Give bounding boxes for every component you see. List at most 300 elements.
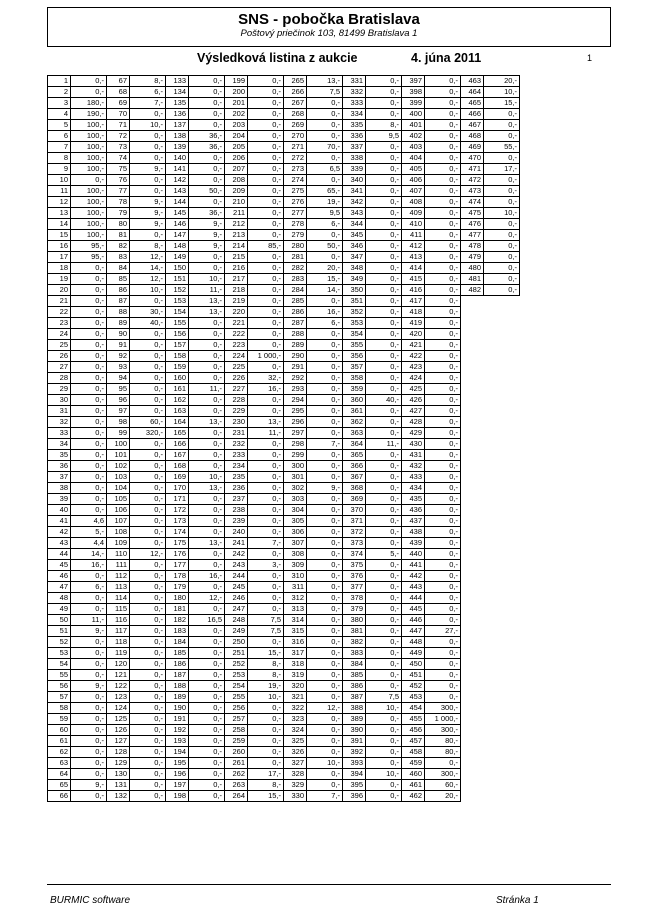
table-row xyxy=(48,791,520,802)
empty-cell xyxy=(461,747,484,758)
lot-result: 0,- xyxy=(425,593,461,604)
lot-number: 410 xyxy=(402,219,425,230)
lot-number: 58 xyxy=(48,703,71,714)
lot-result: 0,- xyxy=(71,384,107,395)
lot-number: 192 xyxy=(166,725,189,736)
lot-number: 271 xyxy=(284,142,307,153)
table-row xyxy=(48,362,520,373)
lot-number: 52 xyxy=(48,637,71,648)
lot-result: 0,- xyxy=(484,252,520,263)
lot-result: 8,- xyxy=(248,670,284,681)
lot-result: 0,- xyxy=(307,351,343,362)
table-row xyxy=(48,626,520,637)
lot-result: 0,- xyxy=(425,681,461,692)
lot-result: 0,- xyxy=(307,120,343,131)
lot-result: 0,- xyxy=(425,219,461,230)
lot-result: 0,- xyxy=(307,582,343,593)
lot-result: 0,- xyxy=(248,274,284,285)
table-row xyxy=(48,219,520,230)
lot-number: 50 xyxy=(48,615,71,626)
empty-cell xyxy=(484,593,520,604)
lot-number: 112 xyxy=(107,571,130,582)
lot-number: 98 xyxy=(107,417,130,428)
table-row xyxy=(48,747,520,758)
lot-number: 389 xyxy=(343,714,366,725)
lot-result: 0,- xyxy=(366,142,402,153)
empty-cell xyxy=(484,527,520,538)
lot-result: 0,- xyxy=(189,648,225,659)
lot-number: 246 xyxy=(225,593,248,604)
table-row xyxy=(48,483,520,494)
empty-cell xyxy=(461,791,484,802)
lot-result: 0,- xyxy=(366,219,402,230)
lot-number: 232 xyxy=(225,439,248,450)
lot-result: 0,- xyxy=(484,120,520,131)
lot-number: 244 xyxy=(225,571,248,582)
table-row xyxy=(48,307,520,318)
lot-number: 74 xyxy=(107,153,130,164)
lot-number: 24 xyxy=(48,329,71,340)
lot-number: 299 xyxy=(284,450,307,461)
table-row xyxy=(48,538,520,549)
table-row xyxy=(48,604,520,615)
empty-cell xyxy=(484,417,520,428)
empty-cell xyxy=(484,582,520,593)
lot-number: 312 xyxy=(284,593,307,604)
lot-number: 226 xyxy=(225,373,248,384)
lot-number: 415 xyxy=(402,274,425,285)
lot-result: 27,- xyxy=(425,626,461,637)
lot-result: 0,- xyxy=(307,538,343,549)
table-row xyxy=(48,329,520,340)
lot-number: 122 xyxy=(107,681,130,692)
table-row xyxy=(48,582,520,593)
lot-result: 7,- xyxy=(307,439,343,450)
lot-number: 416 xyxy=(402,285,425,296)
lot-number: 217 xyxy=(225,274,248,285)
lot-number: 108 xyxy=(107,527,130,538)
lot-result: 0,- xyxy=(366,582,402,593)
lot-number: 397 xyxy=(402,76,425,87)
lot-number: 372 xyxy=(343,527,366,538)
lot-result: 0,- xyxy=(366,637,402,648)
lot-number: 3 xyxy=(48,98,71,109)
table-row xyxy=(48,395,520,406)
lot-result: 100,- xyxy=(71,197,107,208)
lot-number: 250 xyxy=(225,637,248,648)
lot-number: 387 xyxy=(343,692,366,703)
lot-number: 400 xyxy=(402,109,425,120)
lot-number: 158 xyxy=(166,351,189,362)
lot-result: 0,- xyxy=(189,340,225,351)
lot-result: 20,- xyxy=(307,263,343,274)
lot-result: 0,- xyxy=(366,285,402,296)
lot-number: 282 xyxy=(284,263,307,274)
lot-result: 13,- xyxy=(189,307,225,318)
empty-cell xyxy=(484,714,520,725)
lot-number: 208 xyxy=(225,175,248,186)
empty-cell xyxy=(461,461,484,472)
lot-result: 0,- xyxy=(425,505,461,516)
lot-number: 220 xyxy=(225,307,248,318)
lot-number: 204 xyxy=(225,131,248,142)
lot-number: 265 xyxy=(284,76,307,87)
lot-number: 94 xyxy=(107,373,130,384)
empty-cell xyxy=(484,439,520,450)
table-row xyxy=(48,142,520,153)
lot-number: 291 xyxy=(284,362,307,373)
lot-number: 212 xyxy=(225,219,248,230)
table-row xyxy=(48,164,520,175)
lot-number: 423 xyxy=(402,362,425,373)
lot-result: 9,- xyxy=(307,483,343,494)
table-row xyxy=(48,285,520,296)
lot-result: 0,- xyxy=(366,340,402,351)
lot-result: 300,- xyxy=(425,769,461,780)
lot-result: 0,- xyxy=(307,692,343,703)
lot-number: 479 xyxy=(461,252,484,263)
empty-cell xyxy=(461,571,484,582)
lot-result: 0,- xyxy=(425,76,461,87)
lot-number: 190 xyxy=(166,703,189,714)
lot-number: 213 xyxy=(225,230,248,241)
lot-number: 48 xyxy=(48,593,71,604)
lot-result: 0,- xyxy=(71,494,107,505)
empty-cell xyxy=(484,505,520,516)
lot-result: 0,- xyxy=(307,769,343,780)
lot-number: 382 xyxy=(343,637,366,648)
lot-number: 401 xyxy=(402,120,425,131)
lot-number: 46 xyxy=(48,571,71,582)
lot-result: 0,- xyxy=(189,406,225,417)
lot-result: 100,- xyxy=(71,120,107,131)
table-row xyxy=(48,120,520,131)
lot-number: 198 xyxy=(166,791,189,802)
lot-result: 12,- xyxy=(130,252,166,263)
lot-result: 0,- xyxy=(366,109,402,120)
lot-number: 438 xyxy=(402,527,425,538)
lot-number: 343 xyxy=(343,208,366,219)
lot-number: 259 xyxy=(225,736,248,747)
empty-cell xyxy=(484,329,520,340)
lot-result: 6,- xyxy=(307,219,343,230)
lot-result: 0,- xyxy=(248,725,284,736)
lot-number: 85 xyxy=(107,274,130,285)
empty-cell xyxy=(461,615,484,626)
lot-number: 272 xyxy=(284,153,307,164)
lot-number: 177 xyxy=(166,560,189,571)
lot-result: 40,- xyxy=(130,318,166,329)
empty-cell xyxy=(484,318,520,329)
lot-number: 157 xyxy=(166,340,189,351)
lot-result: 0,- xyxy=(425,340,461,351)
lot-result: 16,- xyxy=(307,307,343,318)
empty-cell xyxy=(461,527,484,538)
lot-number: 182 xyxy=(166,615,189,626)
lot-result: 11,- xyxy=(248,428,284,439)
lot-result: 8,- xyxy=(130,76,166,87)
lot-result: 0,- xyxy=(130,593,166,604)
lot-number: 111 xyxy=(107,560,130,571)
lot-number: 207 xyxy=(225,164,248,175)
lot-number: 231 xyxy=(225,428,248,439)
lot-result: 0,- xyxy=(366,571,402,582)
table-row xyxy=(48,472,520,483)
lot-number: 106 xyxy=(107,505,130,516)
lot-result: 0,- xyxy=(484,131,520,142)
lot-result: 0,- xyxy=(366,747,402,758)
lot-number: 439 xyxy=(402,538,425,549)
lot-result: 0,- xyxy=(248,494,284,505)
lot-result: 13,- xyxy=(189,538,225,549)
lot-number: 185 xyxy=(166,648,189,659)
lot-number: 451 xyxy=(402,670,425,681)
lot-number: 5 xyxy=(48,120,71,131)
lot-result: 0,- xyxy=(130,670,166,681)
lot-result: 0,- xyxy=(130,230,166,241)
lot-result: 0,- xyxy=(189,197,225,208)
table-row xyxy=(48,725,520,736)
lot-number: 316 xyxy=(284,637,307,648)
empty-cell xyxy=(461,549,484,560)
lot-result: 0,- xyxy=(366,450,402,461)
lot-result: 0,- xyxy=(366,615,402,626)
lot-number: 475 xyxy=(461,208,484,219)
lot-number: 252 xyxy=(225,659,248,670)
lot-number: 402 xyxy=(402,131,425,142)
empty-cell xyxy=(461,417,484,428)
lot-number: 422 xyxy=(402,351,425,362)
lot-result: 15,- xyxy=(307,274,343,285)
empty-cell xyxy=(461,703,484,714)
empty-cell xyxy=(484,296,520,307)
lot-number: 482 xyxy=(461,285,484,296)
lot-result: 0,- xyxy=(366,626,402,637)
lot-number: 431 xyxy=(402,450,425,461)
lot-number: 99 xyxy=(107,428,130,439)
lot-number: 18 xyxy=(48,263,71,274)
lot-result: 0,- xyxy=(366,417,402,428)
lot-result: 17,- xyxy=(484,164,520,175)
lot-result: 4,6 xyxy=(71,516,107,527)
lot-result: 0,- xyxy=(248,76,284,87)
table-row xyxy=(48,505,520,516)
lot-result: 0,- xyxy=(189,318,225,329)
lot-result: 0,- xyxy=(189,637,225,648)
lot-number: 370 xyxy=(343,505,366,516)
lot-result: 1 000,- xyxy=(248,351,284,362)
lot-number: 127 xyxy=(107,736,130,747)
empty-cell xyxy=(484,681,520,692)
lot-result: 19,- xyxy=(248,681,284,692)
lot-result: 0,- xyxy=(189,527,225,538)
empty-cell xyxy=(461,505,484,516)
lot-result: 0,- xyxy=(130,692,166,703)
lot-number: 174 xyxy=(166,527,189,538)
lot-result: 17,- xyxy=(248,769,284,780)
lot-result: 0,- xyxy=(425,98,461,109)
lot-number: 289 xyxy=(284,340,307,351)
empty-cell xyxy=(461,758,484,769)
table-row xyxy=(48,153,520,164)
lot-number: 64 xyxy=(48,769,71,780)
lot-result: 0,- xyxy=(248,703,284,714)
lot-number: 195 xyxy=(166,758,189,769)
lot-number: 63 xyxy=(48,758,71,769)
lot-number: 141 xyxy=(166,164,189,175)
lot-number: 417 xyxy=(402,296,425,307)
lot-result: 0,- xyxy=(307,428,343,439)
lot-result: 0,- xyxy=(130,560,166,571)
lot-result: 9,5 xyxy=(307,208,343,219)
header-address: Poštový priečinok 103, 81499 Bratislava 1 xyxy=(240,28,418,39)
lot-result: 0,- xyxy=(366,76,402,87)
lot-number: 225 xyxy=(225,362,248,373)
lot-result: 0,- xyxy=(307,549,343,560)
lot-number: 233 xyxy=(225,450,248,461)
lot-number: 105 xyxy=(107,494,130,505)
empty-cell xyxy=(461,725,484,736)
lot-result: 0,- xyxy=(189,549,225,560)
lot-result: 0,- xyxy=(248,362,284,373)
lot-result: 10,- xyxy=(484,87,520,98)
lot-result: 0,- xyxy=(425,274,461,285)
empty-cell xyxy=(484,670,520,681)
lot-number: 62 xyxy=(48,747,71,758)
table-row xyxy=(48,296,520,307)
lot-number: 69 xyxy=(107,98,130,109)
lot-result: 0,- xyxy=(71,703,107,714)
lot-result: 0,- xyxy=(425,197,461,208)
lot-number: 66 xyxy=(48,791,71,802)
lot-number: 255 xyxy=(225,692,248,703)
lot-number: 478 xyxy=(461,241,484,252)
lot-result: 0,- xyxy=(71,307,107,318)
lot-number: 447 xyxy=(402,626,425,637)
lot-number: 170 xyxy=(166,483,189,494)
lot-number: 219 xyxy=(225,296,248,307)
lot-number: 406 xyxy=(402,175,425,186)
lot-result: 0,- xyxy=(71,373,107,384)
lot-number: 221 xyxy=(225,318,248,329)
lot-result: 20,- xyxy=(425,791,461,802)
table-row xyxy=(48,769,520,780)
empty-cell xyxy=(484,307,520,318)
lot-result: 32,- xyxy=(248,373,284,384)
lot-number: 461 xyxy=(402,780,425,791)
lot-number: 164 xyxy=(166,417,189,428)
lot-number: 82 xyxy=(107,241,130,252)
lot-result: 15,- xyxy=(248,791,284,802)
lot-result: 9,- xyxy=(189,219,225,230)
table-row xyxy=(48,241,520,252)
lot-result: 0,- xyxy=(130,175,166,186)
lot-number: 260 xyxy=(225,747,248,758)
lot-number: 298 xyxy=(284,439,307,450)
lot-number: 14 xyxy=(48,219,71,230)
lot-number: 362 xyxy=(343,417,366,428)
empty-cell xyxy=(461,780,484,791)
lot-number: 196 xyxy=(166,769,189,780)
lot-result: 55,- xyxy=(484,142,520,153)
lot-result: 80,- xyxy=(425,736,461,747)
lot-number: 403 xyxy=(402,142,425,153)
table-row xyxy=(48,252,520,263)
lot-result: 0,- xyxy=(248,208,284,219)
lot-number: 337 xyxy=(343,142,366,153)
lot-result: 0,- xyxy=(71,714,107,725)
empty-cell xyxy=(484,538,520,549)
lot-number: 468 xyxy=(461,131,484,142)
empty-cell xyxy=(461,296,484,307)
lot-number: 441 xyxy=(402,560,425,571)
table-row xyxy=(48,494,520,505)
lot-result: 10,- xyxy=(307,758,343,769)
lot-number: 91 xyxy=(107,340,130,351)
lot-number: 159 xyxy=(166,362,189,373)
lot-result: 95,- xyxy=(71,241,107,252)
lot-result: 0,- xyxy=(484,274,520,285)
table-row xyxy=(48,439,520,450)
empty-cell xyxy=(461,659,484,670)
lot-number: 8 xyxy=(48,153,71,164)
lot-number: 87 xyxy=(107,296,130,307)
lot-result: 0,- xyxy=(71,593,107,604)
lot-number: 357 xyxy=(343,362,366,373)
lot-result: 30,- xyxy=(130,307,166,318)
lot-result: 0,- xyxy=(366,208,402,219)
lot-result: 7,5 xyxy=(248,626,284,637)
lot-result: 10,- xyxy=(189,472,225,483)
empty-cell xyxy=(461,483,484,494)
table-row xyxy=(48,461,520,472)
lot-number: 399 xyxy=(402,98,425,109)
empty-cell xyxy=(461,384,484,395)
lot-number: 114 xyxy=(107,593,130,604)
lot-number: 427 xyxy=(402,406,425,417)
lot-result: 0,- xyxy=(248,505,284,516)
lot-number: 448 xyxy=(402,637,425,648)
lot-result: 0,- xyxy=(248,307,284,318)
lot-number: 222 xyxy=(225,329,248,340)
lot-number: 129 xyxy=(107,758,130,769)
lot-number: 371 xyxy=(343,516,366,527)
lot-result: 0,- xyxy=(307,494,343,505)
lot-number: 308 xyxy=(284,549,307,560)
lot-number: 169 xyxy=(166,472,189,483)
lot-result: 0,- xyxy=(248,296,284,307)
lot-number: 230 xyxy=(225,417,248,428)
lot-number: 454 xyxy=(402,703,425,714)
lot-result: 0,- xyxy=(130,153,166,164)
lot-result: 0,- xyxy=(130,615,166,626)
lot-result: 0,- xyxy=(130,384,166,395)
lot-number: 264 xyxy=(225,791,248,802)
lot-result: 0,- xyxy=(307,461,343,472)
lot-number: 10 xyxy=(48,175,71,186)
lot-result: 0,- xyxy=(248,340,284,351)
empty-cell xyxy=(461,538,484,549)
lot-number: 277 xyxy=(284,208,307,219)
lot-number: 305 xyxy=(284,516,307,527)
lot-number: 183 xyxy=(166,626,189,637)
lot-result: 0,- xyxy=(307,714,343,725)
lot-result: 0,- xyxy=(366,406,402,417)
lot-result: 0,- xyxy=(366,252,402,263)
lot-result: 0,- xyxy=(248,604,284,615)
lot-number: 166 xyxy=(166,439,189,450)
lot-result: 0,- xyxy=(189,153,225,164)
